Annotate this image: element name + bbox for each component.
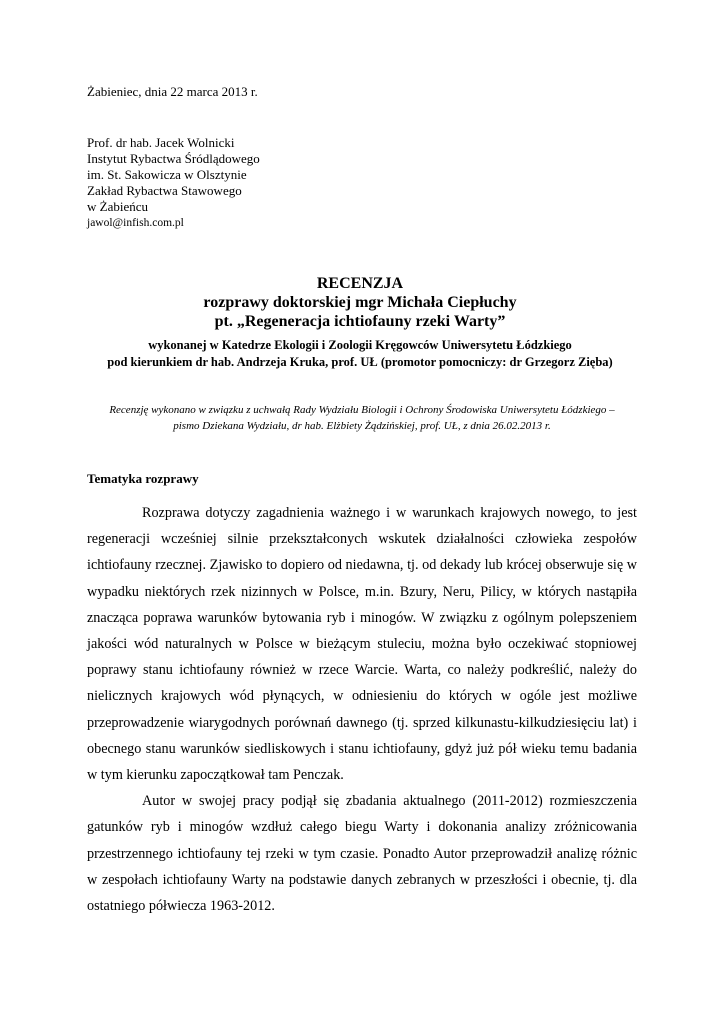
author-institute-name: im. St. Sakowicza w Olsztynie [87, 167, 247, 182]
thesis-title: pt. „Regeneracja ichtiofauny rzeki Warty” [214, 313, 506, 330]
review-title-block [60, 274, 660, 371]
author-location: w Żabieńcu [87, 199, 149, 214]
thesis-department: wykonanej w Katedrze Ekologii i Zoologii Kręgowców Uniwersytetu Łódzkiego [148, 338, 572, 352]
review-title: RECENZJA [316, 275, 404, 292]
author-department: Zakład Rybactwa Stawowego [87, 183, 242, 198]
author-name: Prof. dr hab. Jacek Wolnicki [87, 135, 235, 150]
paragraph: Autor w swojej pracy podjął się zbadania aktualnego (2011-2012) rozmieszczenia gatunków ryb i minogów wzdłuż całego biegu Warty i dokonania analizy zróżnicowania przestrzennego ichtiofauny tej rzeki w tym czasie. Ponadto Autor przeprowadził analizę różnic w zespołach ichtiofauny Warty na podstawie danych zebranych w przeszłości i obecnie, tj. dla ostatniego półwiecza 1963-2012. [87, 793, 637, 915]
paragraph: Rozprawa dotyczy zagadnienia ważnego i w warunkach krajowych nowego, to jest regeneracji wcześniej silnie przekształconych wskutek działalności człowieka zespołów ichtiofauny rzecznej. Zjawisko to dopiero od niedawna, tj. od dekady lub krócej obserwuje się w wypadku niektórych rzek nizinnych w Polsce, m.in. Bzury, Neru, Pilicy, w których nastąpiła znacząca poprawa warunków bytowania ryb i minogów. W związku z ogólnym polepszeniem jakości wód naturalnych w Polsce w bieżącym stuleciu, można było oczekiwać stopniowej poprawy stanu ichtiofauny również w rzece Warcie. Warta, co należy podkreślić, należy do nielicznych krajowych wód płynących, w odniesieniu do których w ogóle jest możliwe przeprowadzenie wiarygodnych porównań dawnego (tj. sprzed kilkunastu-kilkudziesięciu lat) i obecnego stanu warunków siedliskowych i stanu ichtiofauny, gdyż już pół wieku temu badania w tym kierunku zapoczątkował tam Penczak. [87, 505, 637, 784]
author-block [87, 135, 260, 231]
section-heading: Tematyka rozprawy [87, 471, 199, 486]
author-email: jawol@infish.com.pl [87, 217, 184, 229]
section-body [87, 500, 637, 919]
author-institute: Instytut Rybactwa Śródlądowego [87, 151, 260, 166]
review-note-line-1: Recenzję wykonano w związku z uchwałą Rady Wydziału Biologii i Ochrony Środowiska Uniwersytetu Łódzkiego – [109, 404, 615, 416]
thesis-type: rozprawy doktorskiej mgr Michała Ciepłuchy [203, 294, 517, 311]
thesis-supervisor: pod kierunkiem dr hab. Andrzeja Kruka, prof. UŁ (promotor pomocniczy: dr Grzegorz Zięba) [107, 355, 613, 369]
place-date: Żabieniec, dnia 22 marca 2013 r. [87, 84, 258, 99]
review-note [80, 402, 644, 434]
review-note-line-2: pismo Dziekana Wydziału, dr hab. Elżbiety Żądzińskiej, prof. UŁ, z dnia 26.02.2013 r. [173, 420, 551, 432]
